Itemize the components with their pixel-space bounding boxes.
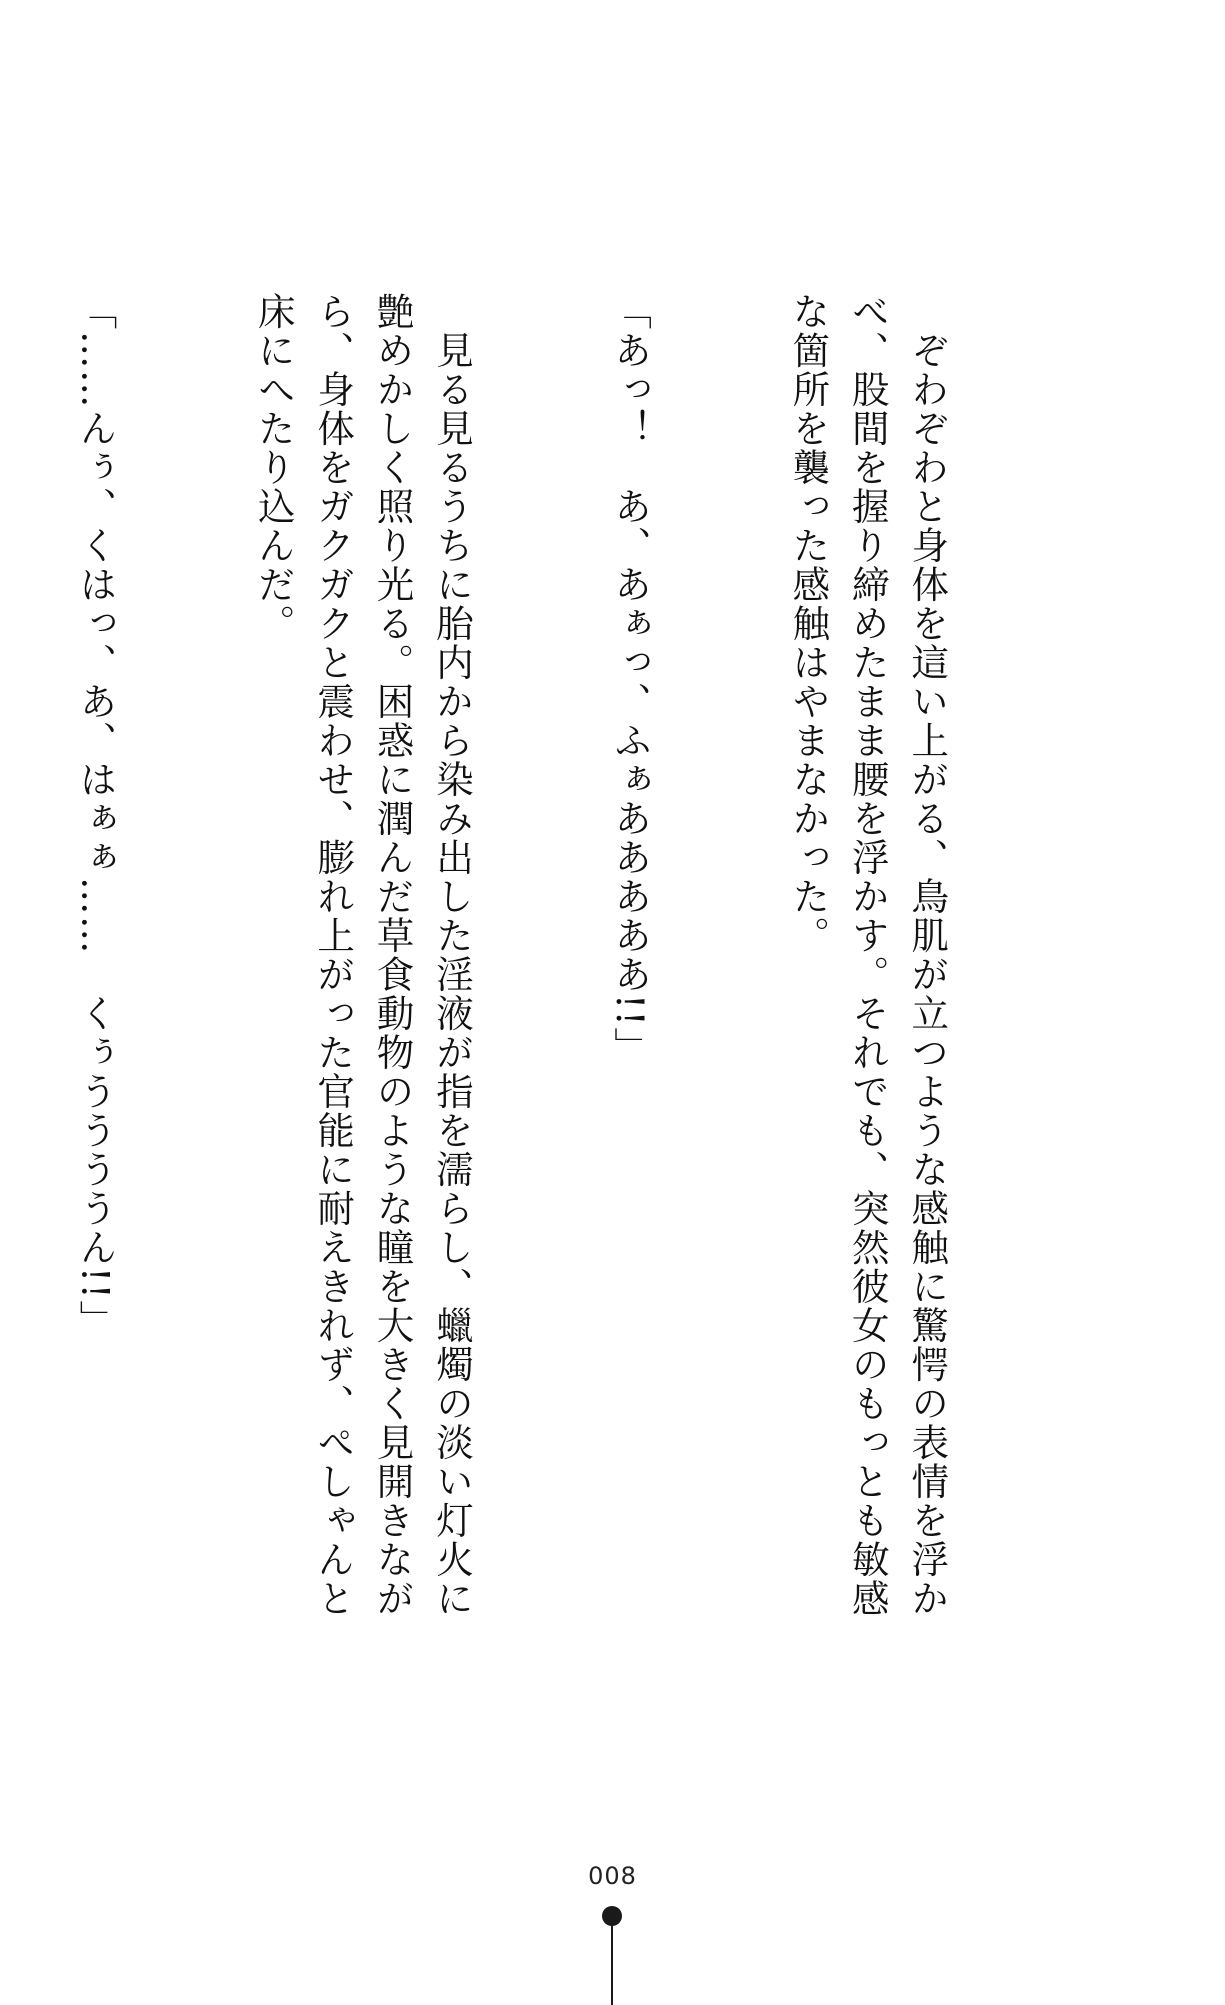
page-marker-icon — [592, 1906, 632, 2005]
vertical-text-body — [0, 292, 1075, 1632]
paragraph-2: 「あっ！ あ、あぁっ、ふぁあああああ!!」 — [608, 292, 653, 1067]
paragraph-4: 「……んぅ、くはっ、あ、はぁぁ…… くぅううううん!!」 — [73, 292, 118, 1340]
page-marker-dot — [602, 1906, 622, 1926]
page-number: 008 — [588, 1862, 637, 1890]
paragraph-1: ぞわぞわと身体を這い上がる、鳥肌が立つような感触に驚愕の表情を浮かべ、股間を握り締めたまま腰を浮かす。それでも、突然彼女のもっとも敏感な箇所を襲った感触はやまなかった。 — [786, 292, 950, 1618]
page-marker-line — [611, 1926, 613, 2005]
paragraph-3: 見る見るうちに胎内から染み出した淫液が指を濡らし、蠟燭の淡い灯火に艶めかしく照り光る。困惑に潤んだ草食動物のような瞳を大きく見開きながら、身体をガクガクと震わせ、膨れ上がった官能に耐えきれず、ぺしゃんと床にへたり込んだ。 — [251, 292, 474, 1618]
